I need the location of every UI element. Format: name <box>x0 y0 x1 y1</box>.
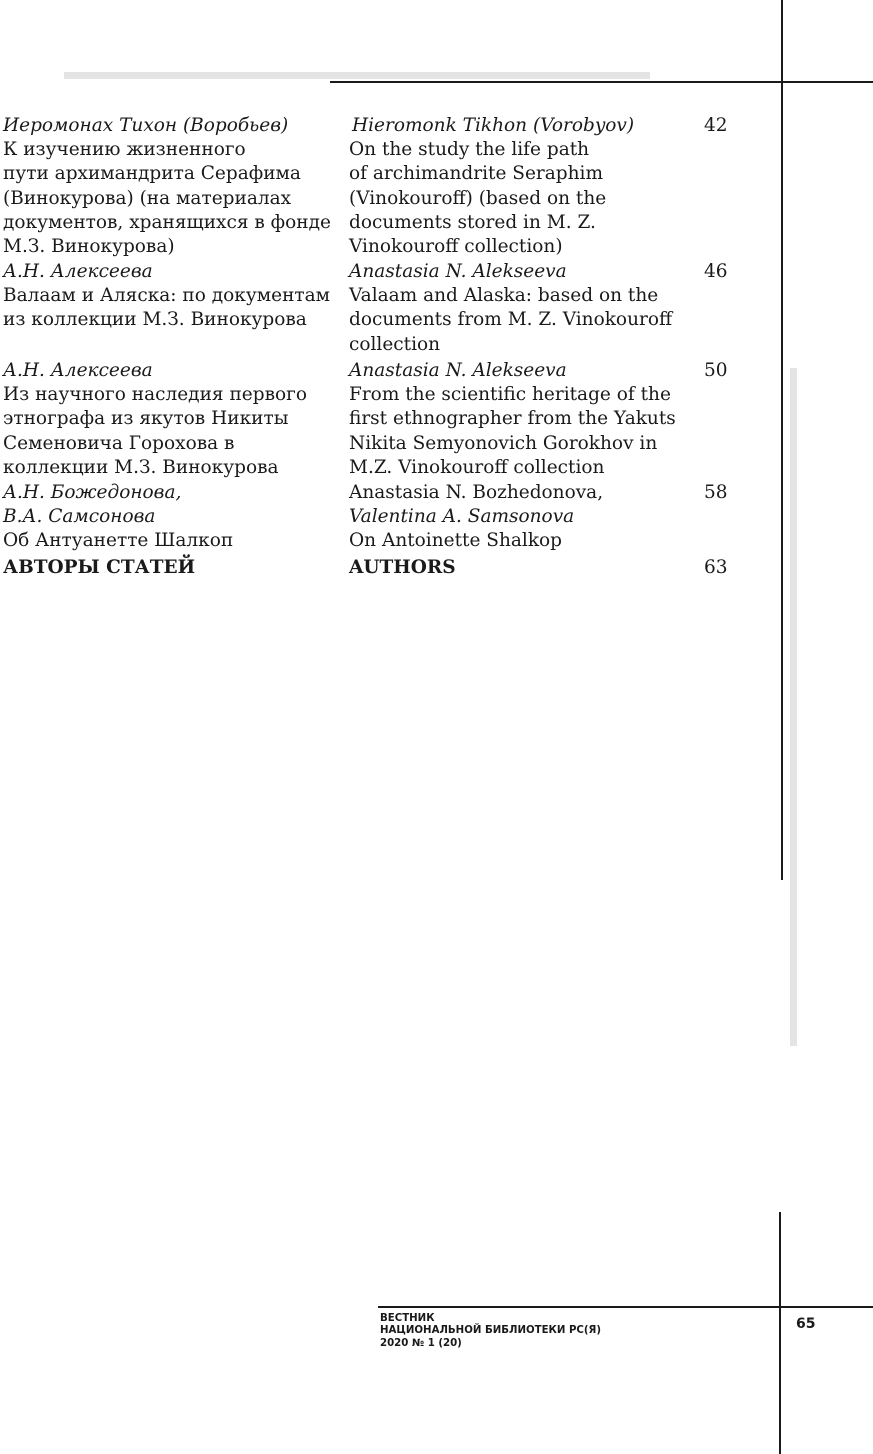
table-of-contents <box>0 114 740 586</box>
toc-title-en: documents from M. Z. Vinokouroff <box>349 309 673 331</box>
toc-entry-en <box>349 114 689 259</box>
toc-title-ru: М.З. Винокурова) <box>3 236 175 258</box>
toc-author-ru: А.Н. Алексеева <box>3 360 153 381</box>
toc-title-en: Vinokouroff collection) <box>349 236 563 258</box>
toc-title-ru: из коллекции М.З. Винокурова <box>3 309 307 331</box>
toc-title-en: On Antoinette Shalkop <box>349 530 563 552</box>
journal-name-line1: ВЕСТНИК <box>380 1313 435 1324</box>
toc-page-number: 46 <box>704 261 728 282</box>
toc-title-en: of archimandrite Seraphim <box>349 163 603 185</box>
toc-title-ru: Об Антуанетте Шалкоп <box>3 530 234 552</box>
toc-author-ru: В.А. Самсонова <box>3 506 156 528</box>
toc-title-en: Nikita Semyonovich Gorokhov in <box>349 432 658 454</box>
toc-author-ru: А.Н. Алексеева <box>3 261 153 282</box>
margin-vertical-rule-top <box>781 0 783 880</box>
toc-page-number: 63 <box>704 557 728 578</box>
toc-author-ru: А.Н. Божедонова, <box>3 482 182 503</box>
toc-author-ru: Иеромонах Тихон (Воробьев) <box>3 115 289 136</box>
toc-page-number: 50 <box>704 360 728 381</box>
toc-title-en: From the scientific heritage of the <box>349 384 671 406</box>
toc-title-ru: пути архимандрита Серафима <box>3 163 301 185</box>
toc-entry-en <box>349 260 689 357</box>
toc-title-en: On the study the life path <box>349 139 590 161</box>
header-rule <box>330 81 873 83</box>
toc-title-ru: Семеновича Горохова в <box>3 432 235 454</box>
page-number: 65 <box>796 1316 816 1332</box>
toc-title-ru: Из научного наследия первого <box>3 384 307 406</box>
toc-entry-vorobyov <box>0 114 740 260</box>
toc-title-en: (Vinokouroff) (based on the <box>349 187 607 209</box>
toc-authors-ru: АВТОРЫ СТАТЕЙ <box>3 557 196 578</box>
toc-title-en: M.Z. Vinokouroff collection <box>349 456 605 478</box>
toc-title-ru: К изучению жизненного <box>3 139 246 161</box>
margin-vertical-rule-bottom <box>779 1212 781 1454</box>
toc-title-ru: (Винокурова) (на материалах <box>3 187 292 209</box>
toc-entry-gorokhov <box>0 359 740 481</box>
toc-entry-ru <box>3 260 333 333</box>
toc-title-en: Valaam and Alaska: based on the <box>349 285 659 307</box>
toc-title-en: documents stored in M. Z. <box>349 211 596 233</box>
toc-authors-en: AUTHORS <box>349 557 456 578</box>
header-gray-bar <box>64 72 650 79</box>
toc-title-ru: Валаам и Аляска: по документам <box>3 285 331 307</box>
toc-entry-shalkop <box>0 481 740 556</box>
toc-page-number: 42 <box>704 115 728 136</box>
toc-author-en: Anastasia N. Bozhedonova, <box>349 482 604 503</box>
toc-author-en: Anastasia N. Alekseeva <box>349 360 567 381</box>
toc-title-ru: этнографа из якутов Никиты <box>3 408 289 430</box>
toc-entry-en <box>349 359 689 480</box>
toc-title-en: collection <box>349 333 441 355</box>
toc-entry-ru <box>3 114 333 259</box>
toc-entry-en <box>349 481 689 554</box>
toc-title-ru: коллекции М.З. Винокурова <box>3 456 279 478</box>
toc-title-en: first ethnographer from the Yakuts <box>349 408 676 430</box>
footer-rule <box>378 1306 873 1308</box>
toc-entry-authors <box>0 556 740 586</box>
journal-name-line2: НАЦИОНАЛЬНОЙ БИБЛИОТЕКИ РС(Я) <box>380 1325 602 1337</box>
toc-entry-valaam <box>0 260 740 359</box>
journal-issue: 2020 № 1 (20) <box>380 1337 462 1349</box>
toc-entry-ru <box>3 359 333 480</box>
toc-title-ru: документов, хранящихся в фонде <box>3 211 331 233</box>
margin-gray-bar <box>790 368 797 1046</box>
toc-author-en: Anastasia N. Alekseeva <box>349 261 567 282</box>
toc-entry-ru <box>3 481 333 554</box>
toc-page-number: 58 <box>704 482 728 503</box>
toc-author-en: Valentina A. Samsonova <box>349 506 575 528</box>
journal-footer <box>380 1313 601 1350</box>
toc-author-en: Hieromonk Tikhon (Vorobyov) <box>352 115 635 136</box>
